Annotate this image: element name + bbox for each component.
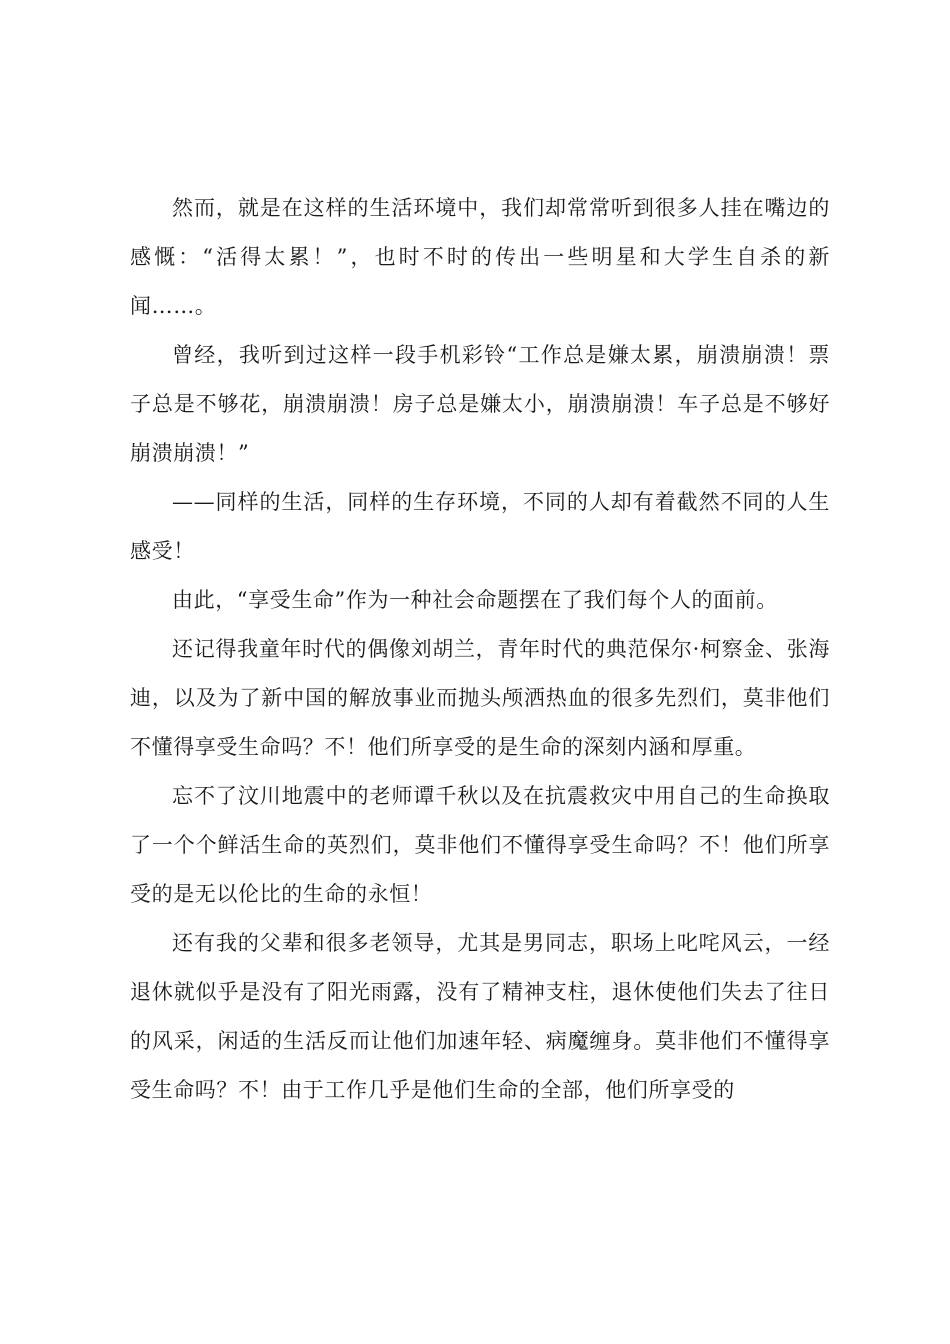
paragraph-7: 还有我的父辈和很多老领导，尤其是男同志，职场上叱咤风云，一经退休就似乎是没有了阳光雨露，没有了精神支柱，退休使他们失去了往日的风采，闲适的生活反而让他们加速年轻、病魔缠身。莫非他们不懂得享受生命吗？不！由于工作几乎是他们生命的全部，他们所享受的 [130,931,830,1102]
paragraph-3: ——同样的生活，同样的生存环境，不同的人却有着截然不同的人生感受！ [130,490,830,563]
paragraph-5: 还记得我童年时代的偶像刘胡兰，青年时代的典范保尔·柯察金、张海迪，以及为了新中国的解放事业而抛头颅洒热血的很多先烈们，莫非他们不懂得享受生命吗？不！他们所享受的是生命的深刻内涵和厚重。 [130,637,830,759]
paragraph-2: 曾经，我听到过这样一段手机彩铃“工作总是嫌太累，崩溃崩溃！票子总是不够花，崩溃崩溃！房子总是嫌太小，崩溃崩溃！车子总是不够好崩溃崩溃！” [130,343,830,465]
document-body [130,184,830,1115]
paragraph-4: 由此，“享受生命”作为一种社会命题摆在了我们每个人的面前。 [172,588,778,612]
paragraph-1: 然而，就是在这样的生活环境中，我们却常常听到很多人挂在嘴边的感慨：“活得太累！”，也时不时的传出一些明星和大学生自杀的新闻……。 [130,196,830,318]
paragraph-6: 忘不了汶川地震中的老师谭千秋以及在抗震救灾中用自己的生命换取了一个个鲜活生命的英烈们，莫非他们不懂得享受生命吗？不！他们所享受的是无以伦比的生命的永恒！ [130,784,830,906]
